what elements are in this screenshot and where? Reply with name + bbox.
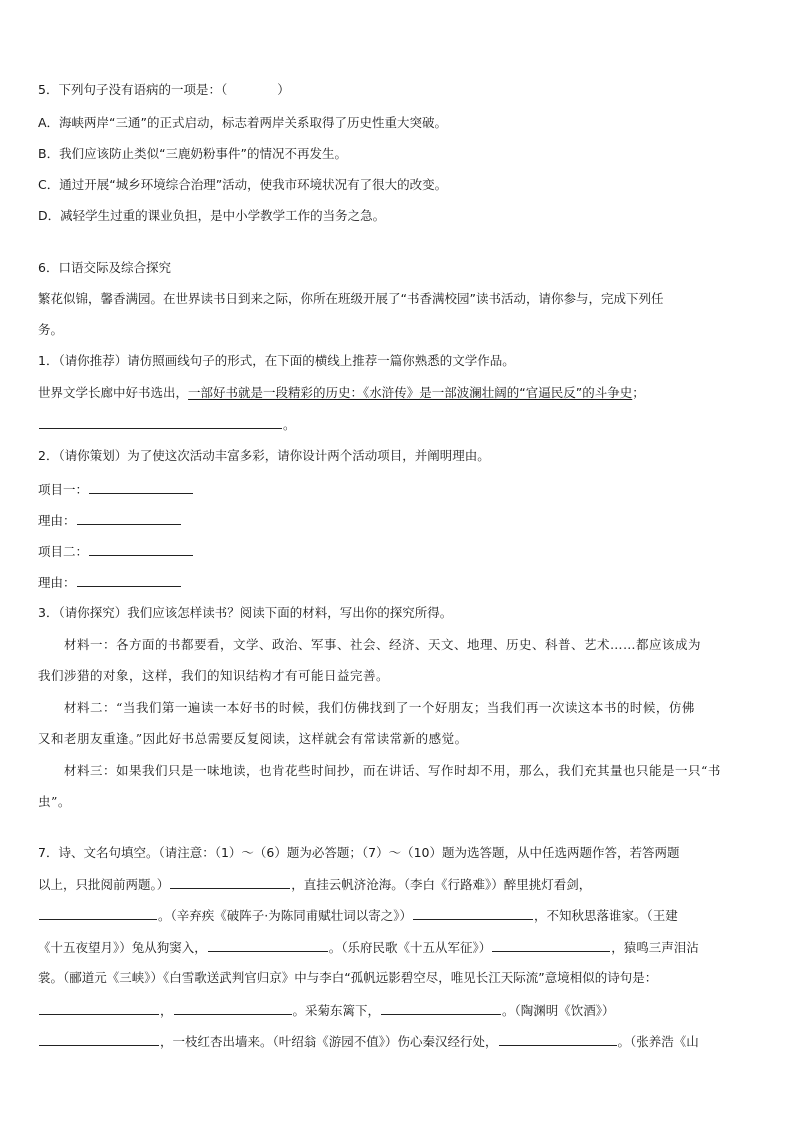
q6-part1-example [38, 383, 760, 403]
q5-option-a: A．海峡两岸“三通”的正式启动，标志着两岸关系取得了历史性重大突破。 [38, 115, 448, 130]
q7-blank-4[interactable] [208, 937, 328, 952]
q5-option-c: C．通过开展“城乡环境综合治理”活动，使我市环境状况有了很大的改变。 [38, 177, 448, 192]
q6-intro-line-2: 务。 [38, 322, 64, 337]
q7-blank-1[interactable] [170, 874, 290, 889]
q7-line-5: 裳。（郦道元《三峡》）《白雪歌送武判官归京》中与李白“孤帆远影碧空尽，唯见长江天际流”意境相似的诗句是： [38, 970, 658, 985]
q6-reason1-row [38, 510, 760, 531]
q6-item1-row [38, 479, 760, 500]
reason1-label: 理由： [38, 513, 76, 528]
material-2-line-1: 材料二：“当我们第一遍读一本好书的时候，我们仿佛找到了一个好朋友；当我们再一次读这本书的时候，仿佛 [64, 700, 695, 715]
q7-blank-2[interactable] [39, 905, 157, 920]
material-2-line-2: 又和老朋友重逢。”因此好书总需要反复阅读，这样就会有常读常新的感觉。 [38, 731, 468, 746]
q6-title: 6．口语交际及综合探究 [38, 260, 171, 275]
q7-line-1: 7．诗、文名句填空。（请注意：（1）～（6）题为必答题；（7）～（10）题为选答题，从中任选两题作答，若答两题 [38, 845, 680, 860]
reason1-blank[interactable] [77, 510, 181, 525]
q7-line-7 [38, 1031, 760, 1052]
q7-line-6-comma: ， [160, 1003, 173, 1018]
blank-end-punct: 。 [283, 417, 296, 432]
q7-line-6 [38, 1000, 760, 1021]
material-1-line-2: 我们涉猎的对象，这样，我们的知识结构才有可能日益完善。 [38, 668, 390, 683]
reason2-label: 理由： [38, 575, 76, 590]
material-3-line-1: 材料三：如果我们只是一味地读，也肯花些时间抄，而在讲话、写作时却不用，那么，我们充其量也只能是一只“书 [64, 763, 721, 778]
item1-blank[interactable] [89, 479, 193, 494]
q7-blank-7[interactable] [174, 1000, 292, 1015]
q7-blank-3[interactable] [413, 905, 533, 920]
q7-line-4-text-c: ，猿鸣三声泪沾 [611, 940, 699, 955]
reason2-blank[interactable] [77, 572, 181, 587]
q7-line-6-text-c: 。（陶渊明《饮酒》） [502, 1003, 615, 1018]
q7-blank-5[interactable] [492, 937, 610, 952]
q6-part2-stem: 2．（请你策划）为了使这次活动丰富多彩，请你设计两个活动项目，并阐明理由。 [38, 448, 490, 463]
q6-part1-answer-line [38, 414, 760, 435]
example-intro: 世界文学长廊中好书选出， [38, 385, 189, 400]
q7-blank-8[interactable] [381, 1000, 501, 1015]
item2-blank[interactable] [89, 541, 193, 556]
q7-blank-6[interactable] [39, 1000, 159, 1015]
q7-line-6-text-b: 。采菊东篱下， [292, 1003, 381, 1018]
q6-reason2-row [38, 572, 760, 593]
q5-option-b: B．我们应该防止类似“三鹿奶粉事件”的情况不再发生。 [38, 146, 348, 161]
q7-blank-10[interactable] [499, 1031, 617, 1046]
q7-line-2-text: ，直挂云帆济沧海。（李白《行路难》）醉里挑灯看剑， [291, 877, 592, 892]
q7-line-4-text-a: 《十五夜望月》）兔从狗窦入， [38, 940, 207, 955]
q7-line-3 [38, 905, 760, 926]
example-underlined-sentence: 一部好书就是一段精彩的历史：《水浒传》是一部波澜壮阔的“官逼民反”的斗争史 [188, 385, 633, 400]
q6-intro-line-1: 繁花似锦，馨香满园。在世界读书日到来之际，你所在班级开展了“书香满校园”读书活动，请你参与，完成下列任 [38, 291, 664, 306]
material-3-line-2: 虫”。 [38, 794, 71, 809]
example-end-punct: ； [632, 385, 645, 400]
q5-option-d: D．减轻学生过重的课业负担，是中小学教学工作的当务之急。 [38, 208, 386, 223]
q7-line-3-text-b: ，不知秋思落谁家。（王建 [533, 908, 678, 923]
q7-line-2 [38, 874, 760, 895]
q7-line-4 [38, 937, 760, 958]
item2-label: 项目二： [38, 544, 89, 559]
q7-line-3-text-a: 。（辛弃疾《破阵子·为陈同甫赋壮词以寄之》） [158, 908, 412, 923]
q6-part1-stem: 1．（请你推荐）请仿照画线句子的形式，在下面的横线上推荐一篇你熟悉的文学作品。 [38, 353, 515, 368]
q7-blank-9[interactable] [39, 1031, 159, 1046]
material-1-line-1: 材料一：各方面的书都要看，文学、政治、军事、社会、经济、天文、地理、历史、科普、艺术……都应该成为 [64, 637, 702, 652]
q5-stem: 5．下列句子没有语病的一项是：（ ） [38, 82, 290, 97]
q6-part3-stem: 3．（请你探究）我们应该怎样读书？阅读下面的材料，写出你的探究所得。 [38, 605, 453, 620]
q7-line-4-text-b: 。（乐府民歌《十五从军征》） [328, 940, 492, 955]
item1-label: 项目一： [38, 482, 89, 497]
q6-item2-row [38, 541, 760, 562]
q7-line-7-text-a: ，一枝红杏出墙来。（叶绍翁《游园不值》）伤心秦汉经行处， [160, 1034, 498, 1049]
answer-blank[interactable] [39, 414, 282, 429]
q7-note-end: 以上，只批阅前两题。） [38, 877, 170, 892]
q7-line-7-text-b: 。（张养浩《山 [617, 1034, 699, 1049]
